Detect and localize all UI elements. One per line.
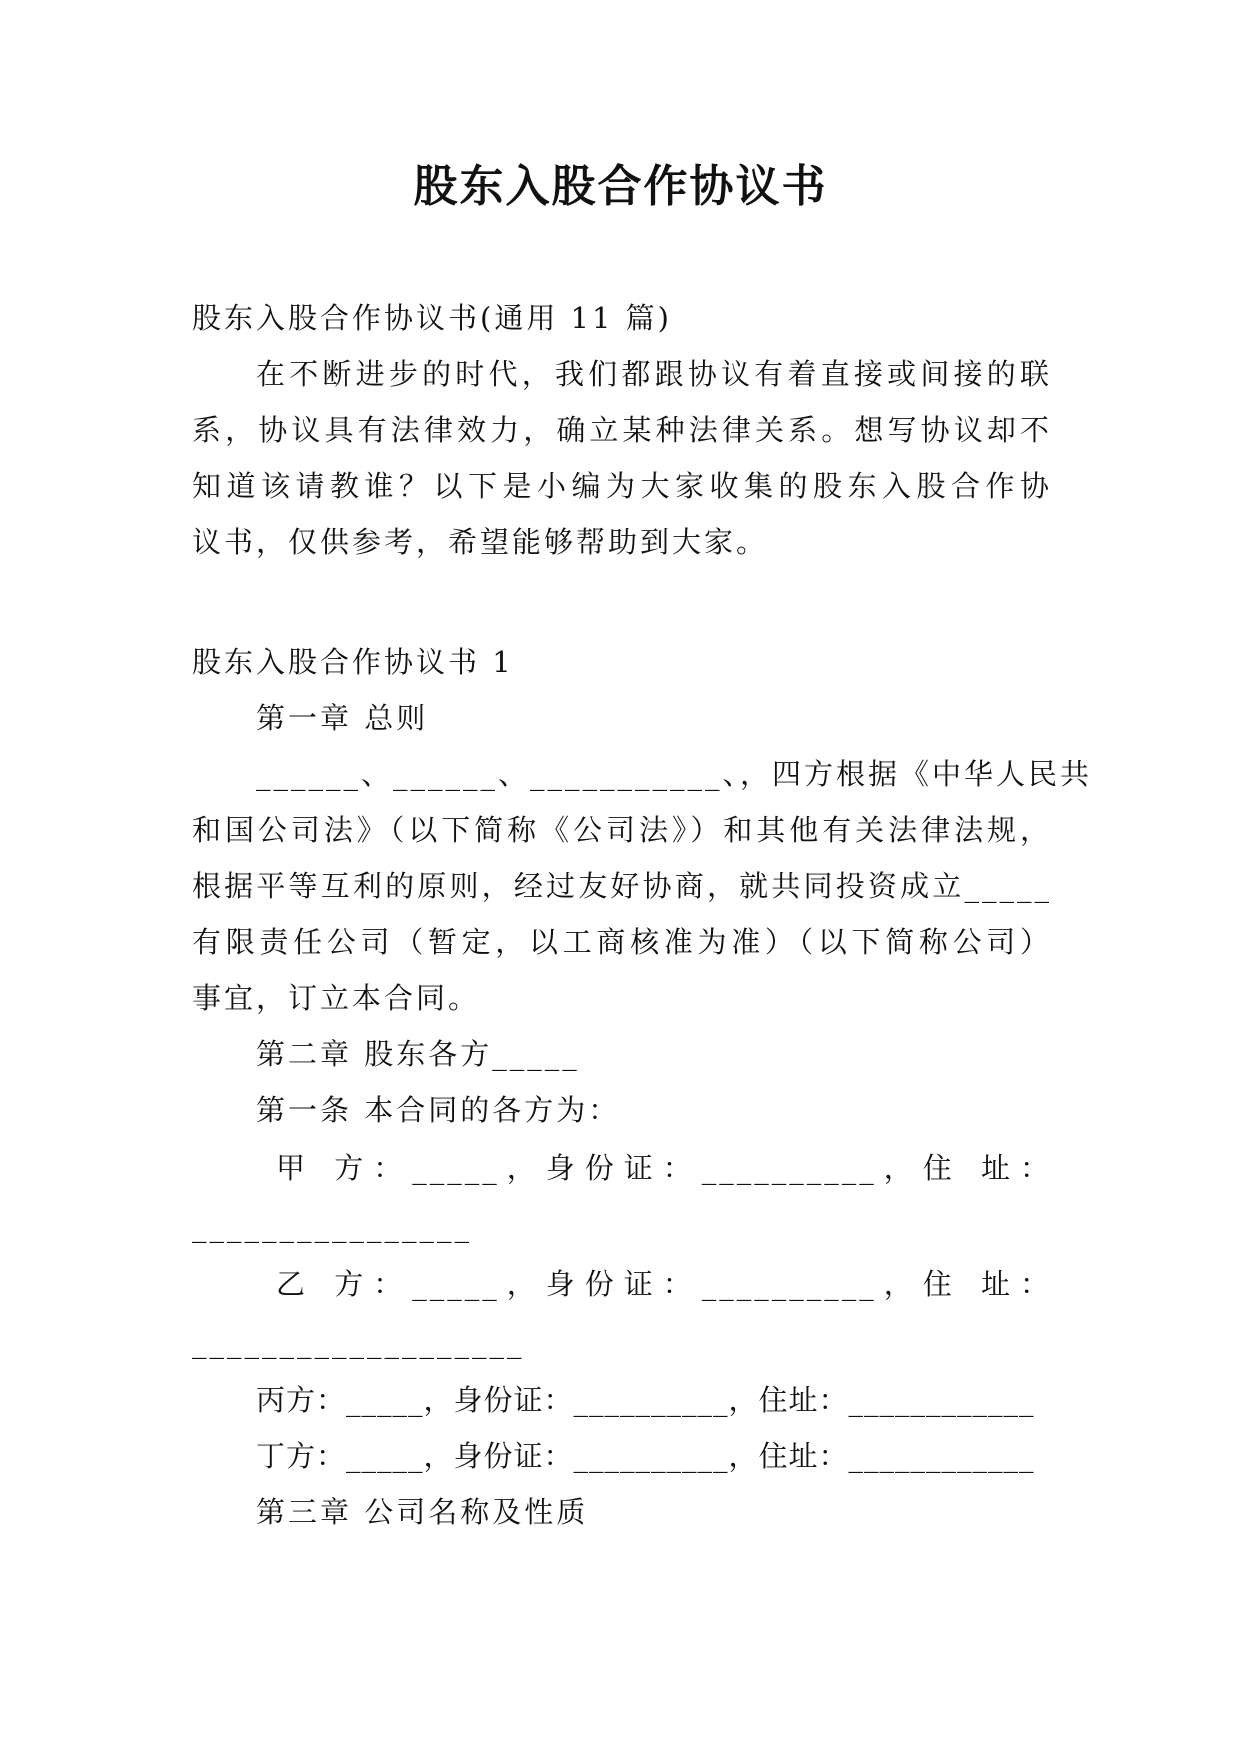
chapter-1-heading: 第一章 总则	[256, 701, 429, 735]
party-d-line: 丁方：_____，身份证：__________，住址：____________	[256, 1439, 1035, 1473]
intro-line-3: 知道该请教谁？以下是小编为大家收集的股东入股合作协	[192, 469, 1052, 503]
article-1: 第一条 本合同的各方为：	[256, 1093, 621, 1127]
document-title: 股东入股合作协议书	[413, 161, 828, 212]
intro-line-2: 系，协议具有法律效力，确立某种法律关系。想写协议却不	[192, 413, 1052, 447]
party-a-address-line: ________________	[192, 1209, 472, 1243]
body1-line-4: 有限责任公司（暂定，以工商核准为准）（以下简称公司）	[192, 925, 1052, 959]
party-c-line: 丙方：_____，身份证：__________，住址：____________	[256, 1383, 1035, 1417]
section-title: 股东入股合作协议书 1	[192, 645, 514, 679]
body1-line-5: 事宜，订立本合同。	[192, 981, 481, 1015]
body1-line-3: 根据平等互利的原则，经过友好协商，就共同投资成立_____	[192, 869, 1052, 903]
body1-line-2: 和国公司法》（以下简称《公司法》）和其他有关法律法规，	[192, 813, 1052, 847]
intro-line-1: 在不断进步的时代，我们都跟协议有着直接或间接的联	[256, 357, 1052, 391]
party-b-address-line: ___________________	[192, 1325, 525, 1359]
intro-line-4: 议书，仅供参考，希望能够帮助到大家。	[192, 525, 769, 559]
party-a-line: 甲 方：_____，身份证：__________，住 址：	[276, 1151, 1052, 1185]
party-b-line: 乙 方：_____，身份证：__________，住 址：	[276, 1267, 1052, 1301]
document-subtitle: 股东入股合作协议书(通用 11 篇)	[192, 301, 672, 335]
chapter-3-heading: 第三章 公司名称及性质	[256, 1495, 589, 1529]
body1-line-1: ______、______、___________、，四方根据《中华人民共	[256, 757, 1093, 791]
chapter-2-heading: 第二章 股东各方_____	[256, 1037, 580, 1071]
